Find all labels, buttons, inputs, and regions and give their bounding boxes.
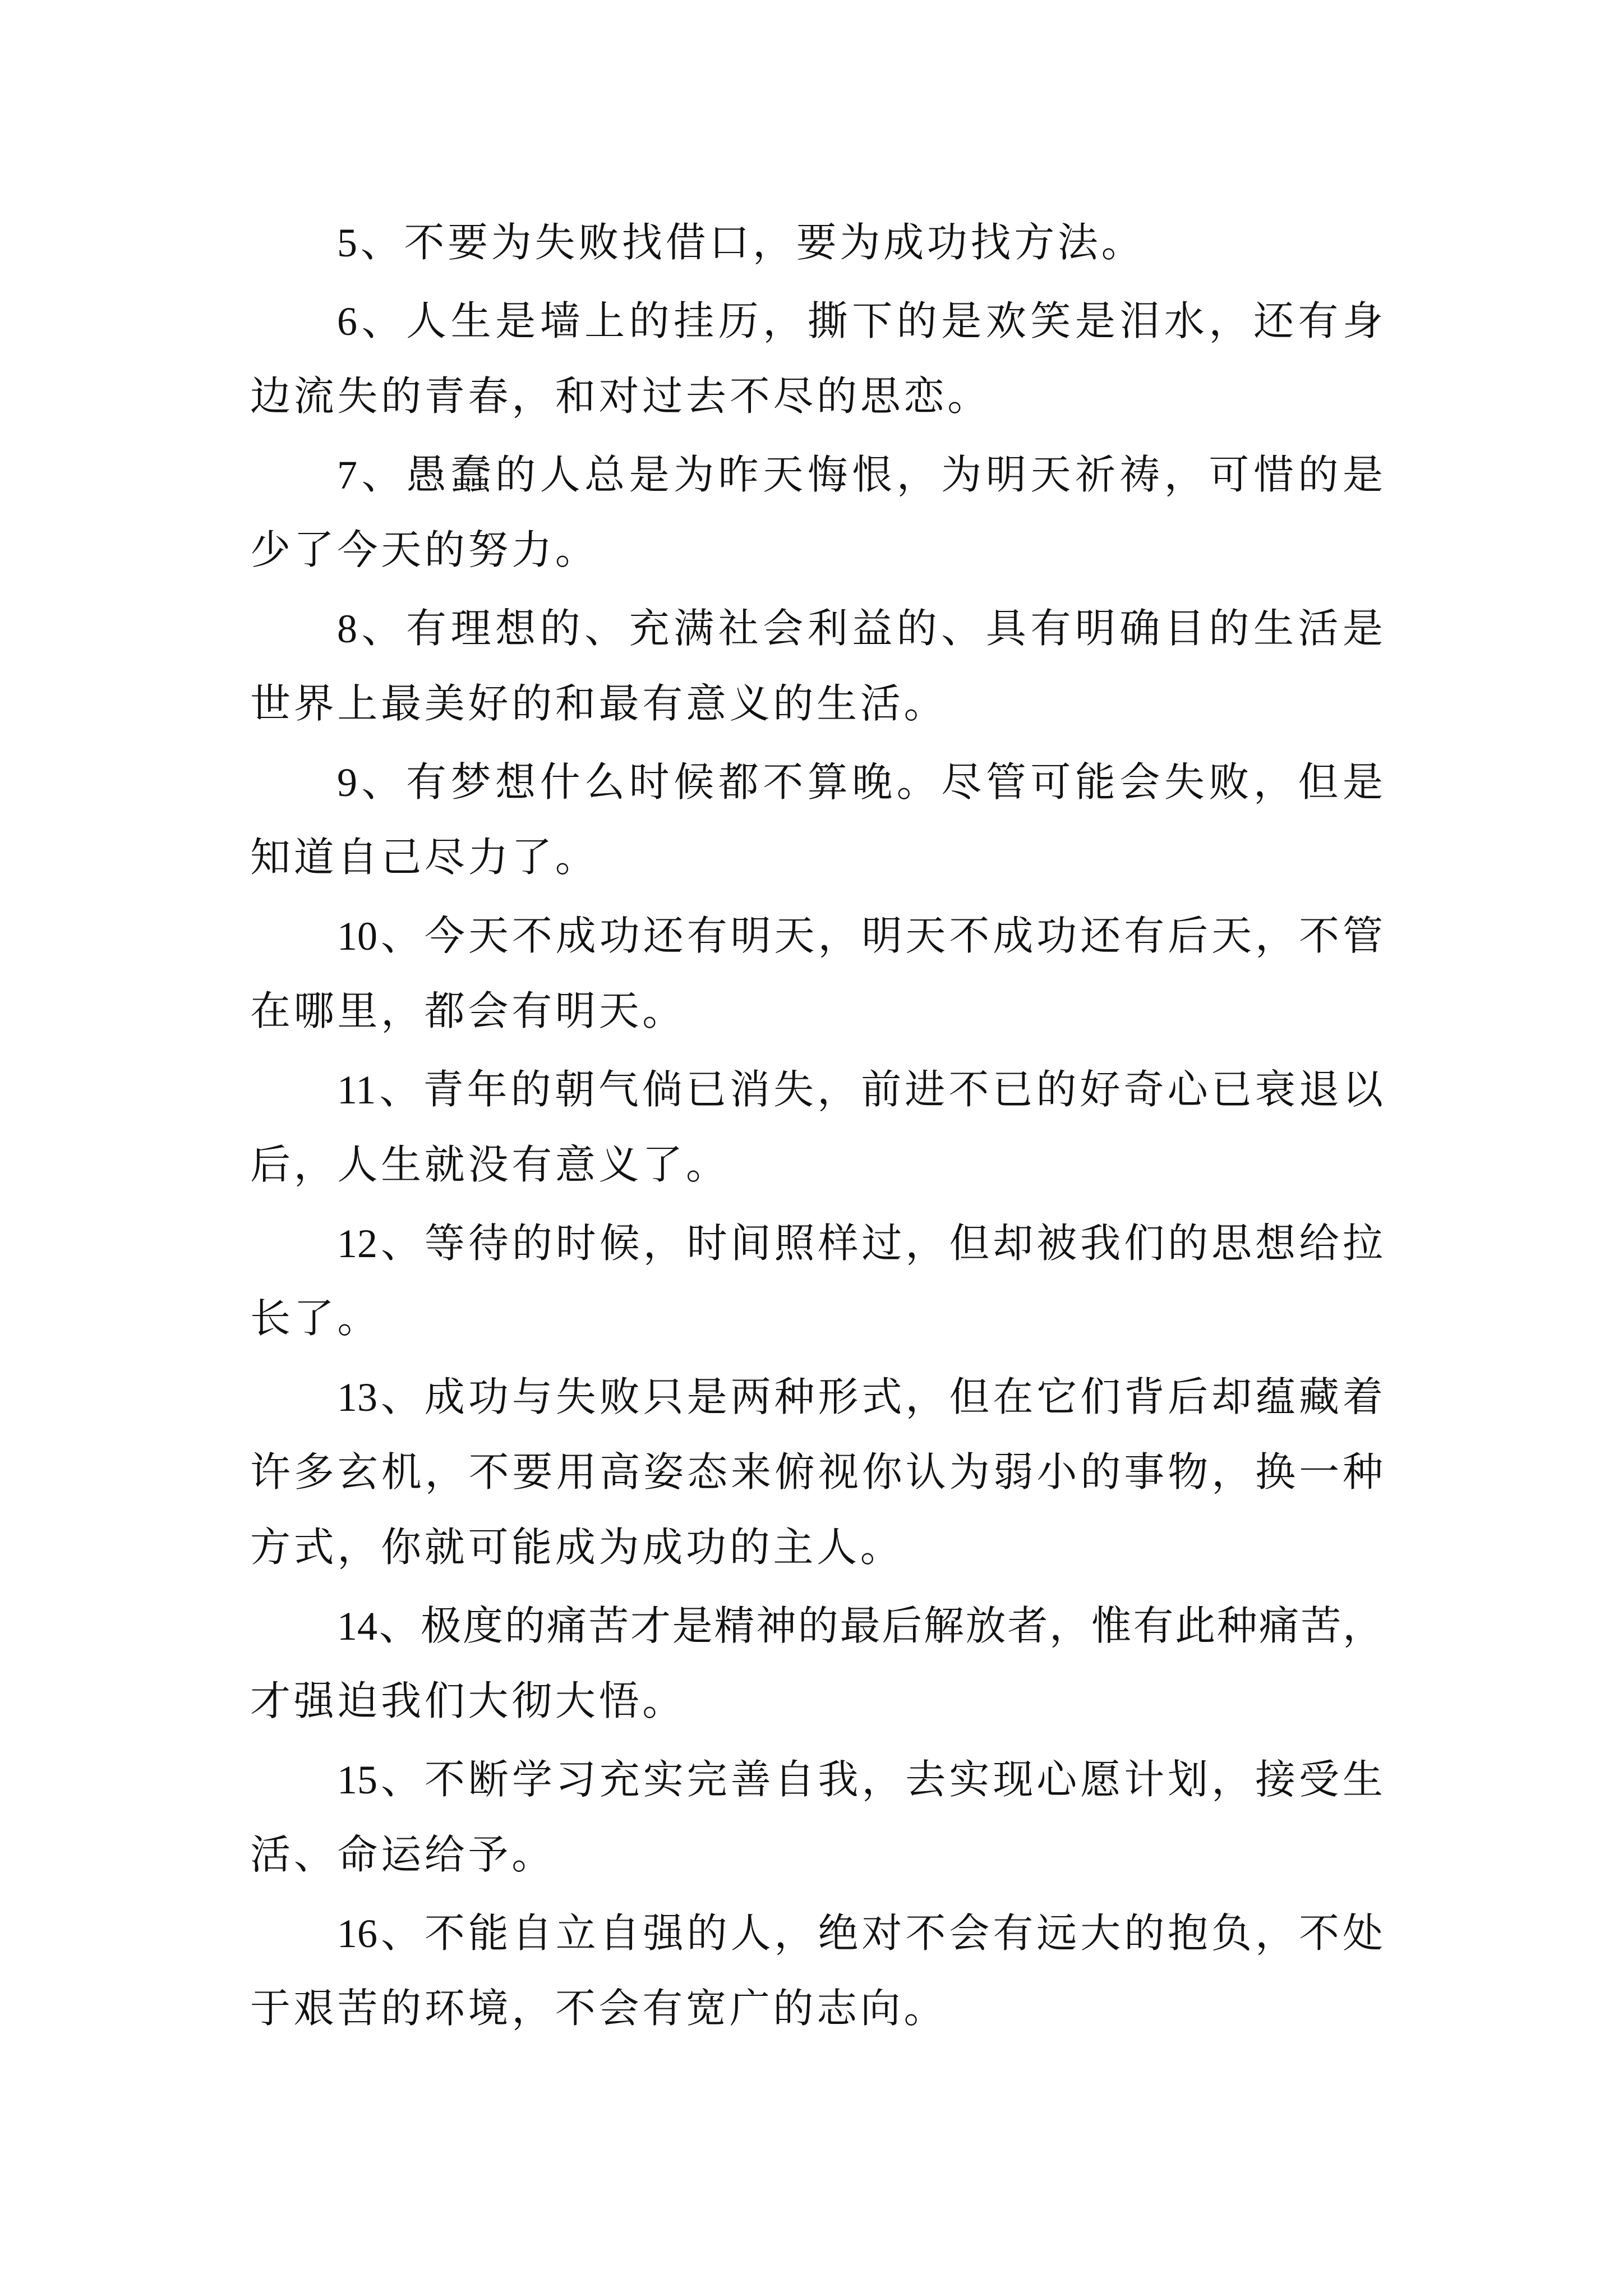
paragraph-line: 在哪里，都会有明天。 (250, 989, 686, 1034)
paragraph-8 (250, 591, 1383, 742)
paragraph-5 (250, 205, 1383, 280)
paragraph-line: 14、极度的痛苦才是精神的最后解放者，惟有此种痛苦， (337, 1604, 1383, 1649)
paragraph-line: 13、成功与失败只是两种形式，但在它们背后却蕴藏着 (337, 1375, 1383, 1420)
paragraph-line: 于艰苦的环境，不会有宽广的志向。 (250, 1986, 948, 2031)
paragraph-10 (250, 899, 1383, 1049)
paragraph-line: 后，人生就没有意义了。 (250, 1143, 730, 1188)
paragraph-line: 6、人生是墙上的挂历，撕下的是欢笑是泪水，还有身 (337, 299, 1383, 344)
paragraph-12 (250, 1206, 1383, 1356)
paragraph-line: 15、不断学习充实完善自我，去实现心愿计划，接受生 (337, 1757, 1383, 1802)
paragraph-line: 8、有理想的、充满社会利益的、具有明确目的生活是 (337, 606, 1383, 651)
paragraph-6 (250, 284, 1383, 434)
paragraph-line: 16、不能自立自强的人，绝对不会有远大的抱负，不处 (337, 1911, 1383, 1956)
paragraph-16 (250, 1896, 1383, 2046)
paragraph-line: 活、命运给予。 (250, 1833, 555, 1878)
paragraph-line: 才强迫我们大彻大悟。 (250, 1679, 686, 1724)
paragraph-line: 知道自己尽力了。 (250, 835, 599, 880)
document-body (250, 205, 1383, 2046)
paragraph-line: 边流失的青春，和对过去不尽的思恋。 (250, 374, 991, 419)
paragraph-7 (250, 438, 1383, 588)
paragraph-11 (250, 1052, 1383, 1203)
paragraph-line: 少了今天的努力。 (250, 528, 599, 573)
paragraph-9 (250, 745, 1383, 895)
paragraph-13 (250, 1360, 1383, 1585)
paragraph-line: 许多玄机，不要用高姿态来俯视你认为弱小的事物，换一种 (250, 1450, 1383, 1495)
paragraph-15 (250, 1742, 1383, 1893)
paragraph-14 (250, 1589, 1383, 1739)
paragraph-line: 9、有梦想什么时候都不算晚。尽管可能会失败，但是 (337, 760, 1383, 805)
paragraph-line: 长了。 (250, 1296, 381, 1341)
paragraph-line: 7、愚蠢的人总是为昨天悔恨，为明天祈祷，可惜的是 (337, 453, 1383, 498)
paragraph-line: 11、青年的朝气倘已消失，前进不已的好奇心已衰退以 (337, 1068, 1383, 1112)
paragraph-line: 世界上最美好的和最有意义的生活。 (250, 682, 948, 726)
paragraph-line: 12、等待的时候，时间照样过，但却被我们的思想给拉 (337, 1221, 1383, 1266)
paragraph-line: 方式，你就可能成为成功的主人。 (250, 1525, 904, 1570)
paragraph-line: 5、不要为失败找借口，要为成功找方法。 (337, 220, 1145, 265)
paragraph-line: 10、今天不成功还有明天，明天不成功还有后天，不管 (337, 914, 1383, 959)
